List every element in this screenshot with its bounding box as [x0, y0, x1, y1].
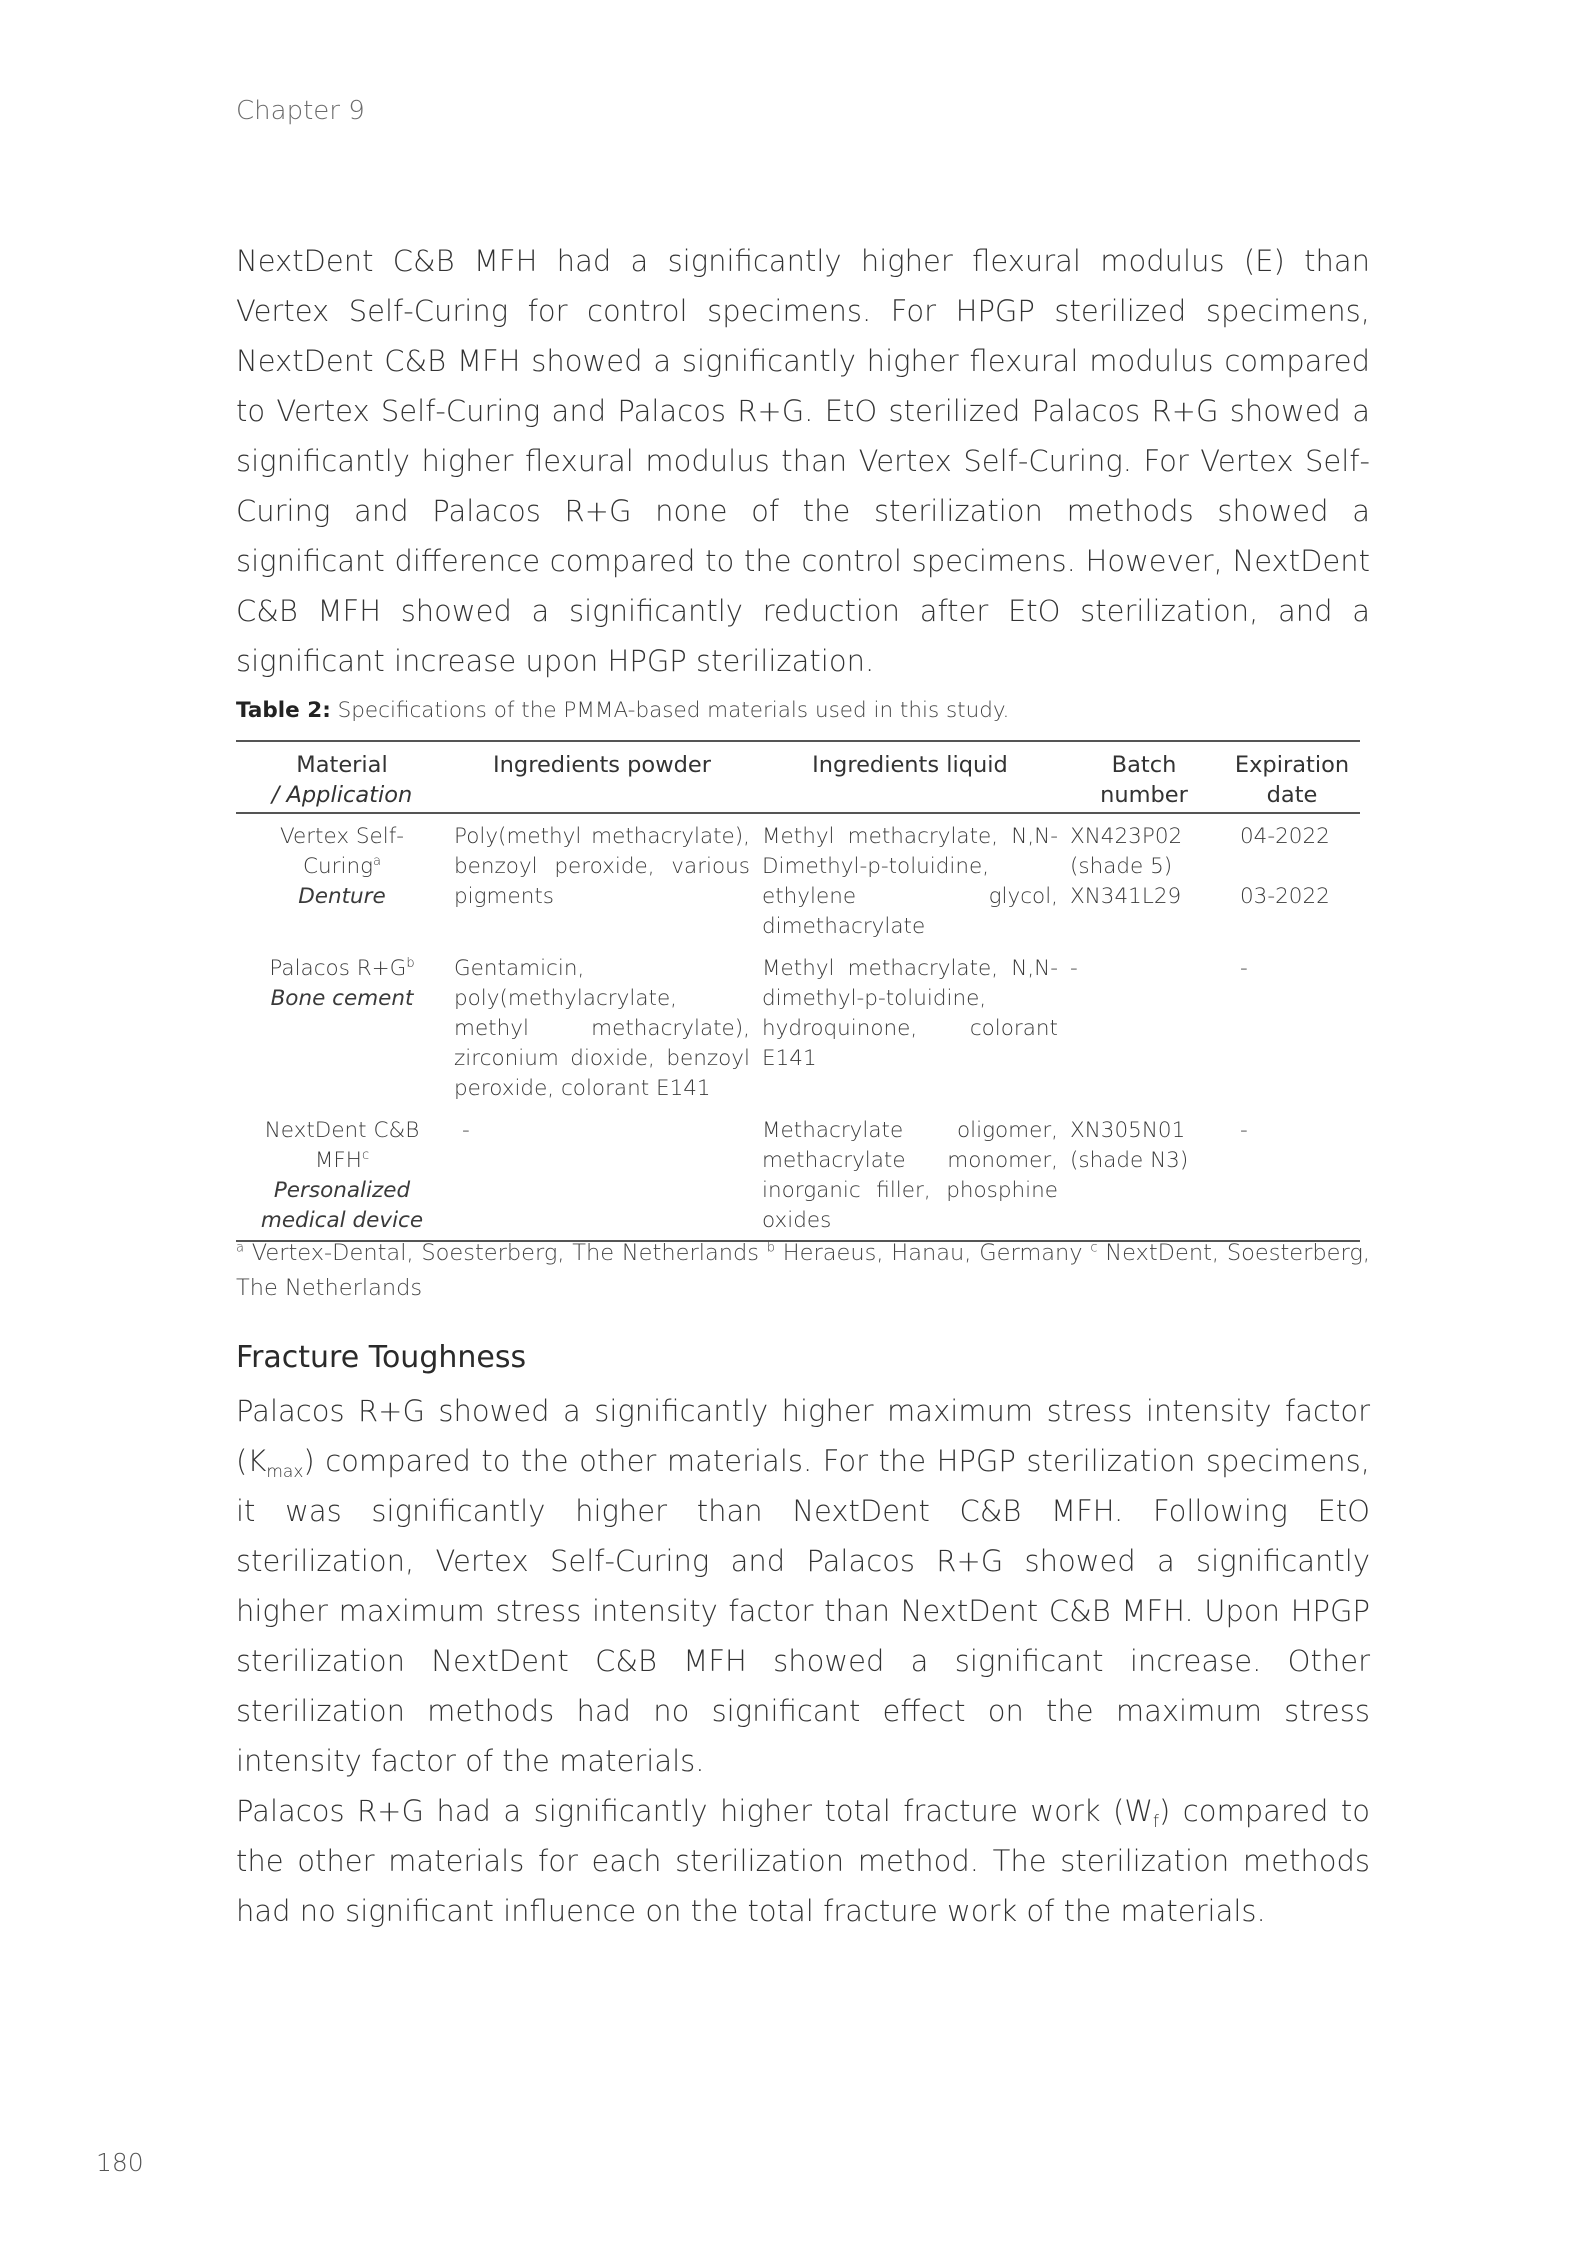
batch-number: XN305N01	[1070, 1118, 1186, 1143]
cell-powder: Gentamicin, poly(methylacrylate, methyl methacrylate), zirconium dioxide, benzoyl peroxide, colorant E141	[454, 956, 750, 1101]
cell-liquid: Methyl methacrylate, N,N-Dimethyl-p-toluidine, ethylene glycol, dimethacrylate	[762, 824, 1058, 939]
header-material-label: Material	[296, 752, 388, 778]
cell-expiration: -	[1240, 1118, 1248, 1143]
cell-powder	[448, 1108, 756, 1241]
cell-batch	[1064, 813, 1224, 946]
header-material	[236, 741, 448, 813]
cell-expiration	[1224, 813, 1360, 946]
material-footnote-mark: a	[373, 853, 381, 869]
table-caption-text: Specifications of the PMMA-based materials used in this study.	[330, 698, 1010, 723]
section-heading: Fracture Toughness	[236, 1340, 527, 1375]
header-expiration	[1224, 741, 1360, 813]
table-row	[236, 1108, 1360, 1241]
paragraph-fracture-work	[236, 1786, 1370, 1936]
material-footnote-mark: b	[406, 955, 415, 971]
p3-text-a: Palacos R+G had a significantly higher total fracture work (W	[236, 1794, 1154, 1828]
batch-number: XN423P02	[1070, 824, 1183, 849]
header-exp-line1: Expiration	[1234, 752, 1350, 778]
table-caption	[236, 698, 1009, 723]
material-footnote-mark: c	[361, 1147, 370, 1163]
cell-material	[236, 1108, 448, 1241]
material-application: Personalized medical device	[260, 1178, 424, 1233]
header-application-label: / Application	[271, 782, 413, 808]
expiration-date: 04-2022	[1240, 824, 1330, 849]
paragraph-flexural-modulus: NextDent C&B MFH had a significantly higher flexural modulus (E) than Vertex Self-Curing for control specimens. For HPGP sterilized specimens, NextDent C&B MFH showed a significantly higher flexural modulus compared to Vertex Self-Curing and Palacos R+G. EtO sterilized Palacos R+G showed a significantly higher flexural modulus than Vertex Self-Curing. For Vertex Self-Curing and Palacos R+G none of the sterilization methods showed a significant difference compared to the control specimens. However, NextDent C&B MFH showed a significantly reduction after EtO sterilization, and a significant increase upon HPGP sterilization.	[236, 244, 1370, 678]
footnote-b: Heraeus, Hanau, Germany	[775, 1240, 1091, 1266]
header-liquid: Ingredients liquid	[812, 752, 1008, 778]
material-name: Vertex Self-Curing	[279, 824, 405, 879]
cell-expiration: -	[1240, 956, 1248, 981]
p2-text-a: Palacos R+G showed a significantly higher maximum stress intensity factor (K	[236, 1394, 1370, 1478]
header-batch-line1: Batch	[1111, 752, 1177, 778]
table-header-row	[236, 741, 1360, 813]
page-number: 180	[96, 2148, 144, 2177]
header-powder: Ingredients powder	[493, 752, 711, 778]
cell-liquid: Methyl methacrylate, N,N-dimethyl-p-toluidine, hydroquinone, colorant E141	[762, 956, 1058, 1071]
expiration-date-2: 03-2022	[1240, 884, 1330, 909]
header-batch	[1064, 741, 1224, 813]
footnote-a: Vertex-Dental, Soesterberg, The Netherlands	[243, 1240, 767, 1266]
p2-text-b: ) compared to the other materials. For the HPGP sterilization specimens, it was significantly higher than NextDent C&B MFH. Following EtO sterilization, Vertex Self-Curing and Palacos R+G showed a significantly higher maximum stress intensity factor than NextDent C&B MFH. Upon HPGP sterilization NextDent C&B MFH showed a significant increase. Other sterilization methods had no significant effect on the maximum stress intensity factor of the materials.	[236, 1444, 1370, 1778]
p3-text-b: ) compared to the other materials for each sterilization method. The sterilization methods had no significant influence on the total fracture work of the materials.	[236, 1794, 1370, 1928]
table-row	[236, 946, 1360, 1108]
p2-subscript: max	[266, 1462, 304, 1482]
table-footnote	[236, 1236, 1370, 1306]
cell-material	[236, 813, 448, 946]
material-name: Palacos R+G	[269, 956, 407, 981]
materials-table	[236, 740, 1360, 1242]
footnote-mark-c: c	[1090, 1240, 1098, 1256]
p3-subscript: f	[1153, 1812, 1160, 1832]
paragraph-stress-intensity	[236, 1386, 1370, 1786]
footnote-mark-a: a	[236, 1240, 244, 1256]
cell-material	[236, 946, 448, 1108]
cell-liquid: Methacrylate oligomer, methacrylate monomer, inorganic filler, phosphine oxides	[762, 1118, 1058, 1233]
chapter-header: Chapter 9	[236, 96, 365, 126]
header-exp-line2: date	[1266, 782, 1318, 808]
cell-powder: Poly(methyl methacrylate), benzoyl peroxide, various pigments	[454, 824, 750, 909]
cell-batch: -	[1070, 956, 1078, 981]
cell-batch	[1064, 1108, 1224, 1241]
table-caption-label: Table 2:	[236, 698, 331, 723]
footnote-mark-b: b	[766, 1240, 776, 1256]
header-batch-line2: number	[1100, 782, 1188, 808]
material-application: Bone cement	[270, 986, 414, 1011]
batch-number-2: XN341L29	[1070, 884, 1182, 909]
material-name-line2: MFH	[314, 1148, 362, 1173]
table-row	[236, 813, 1360, 946]
material-application: Denture	[298, 884, 386, 909]
footnote-c: NextDent, Soesterberg, The Netherlands	[236, 1240, 1370, 1301]
batch-shade: (shade 5)	[1070, 854, 1173, 879]
batch-shade: (shade N3)	[1070, 1148, 1189, 1173]
material-name: NextDent C&B	[264, 1118, 420, 1143]
powder-dash: -	[462, 1118, 470, 1143]
